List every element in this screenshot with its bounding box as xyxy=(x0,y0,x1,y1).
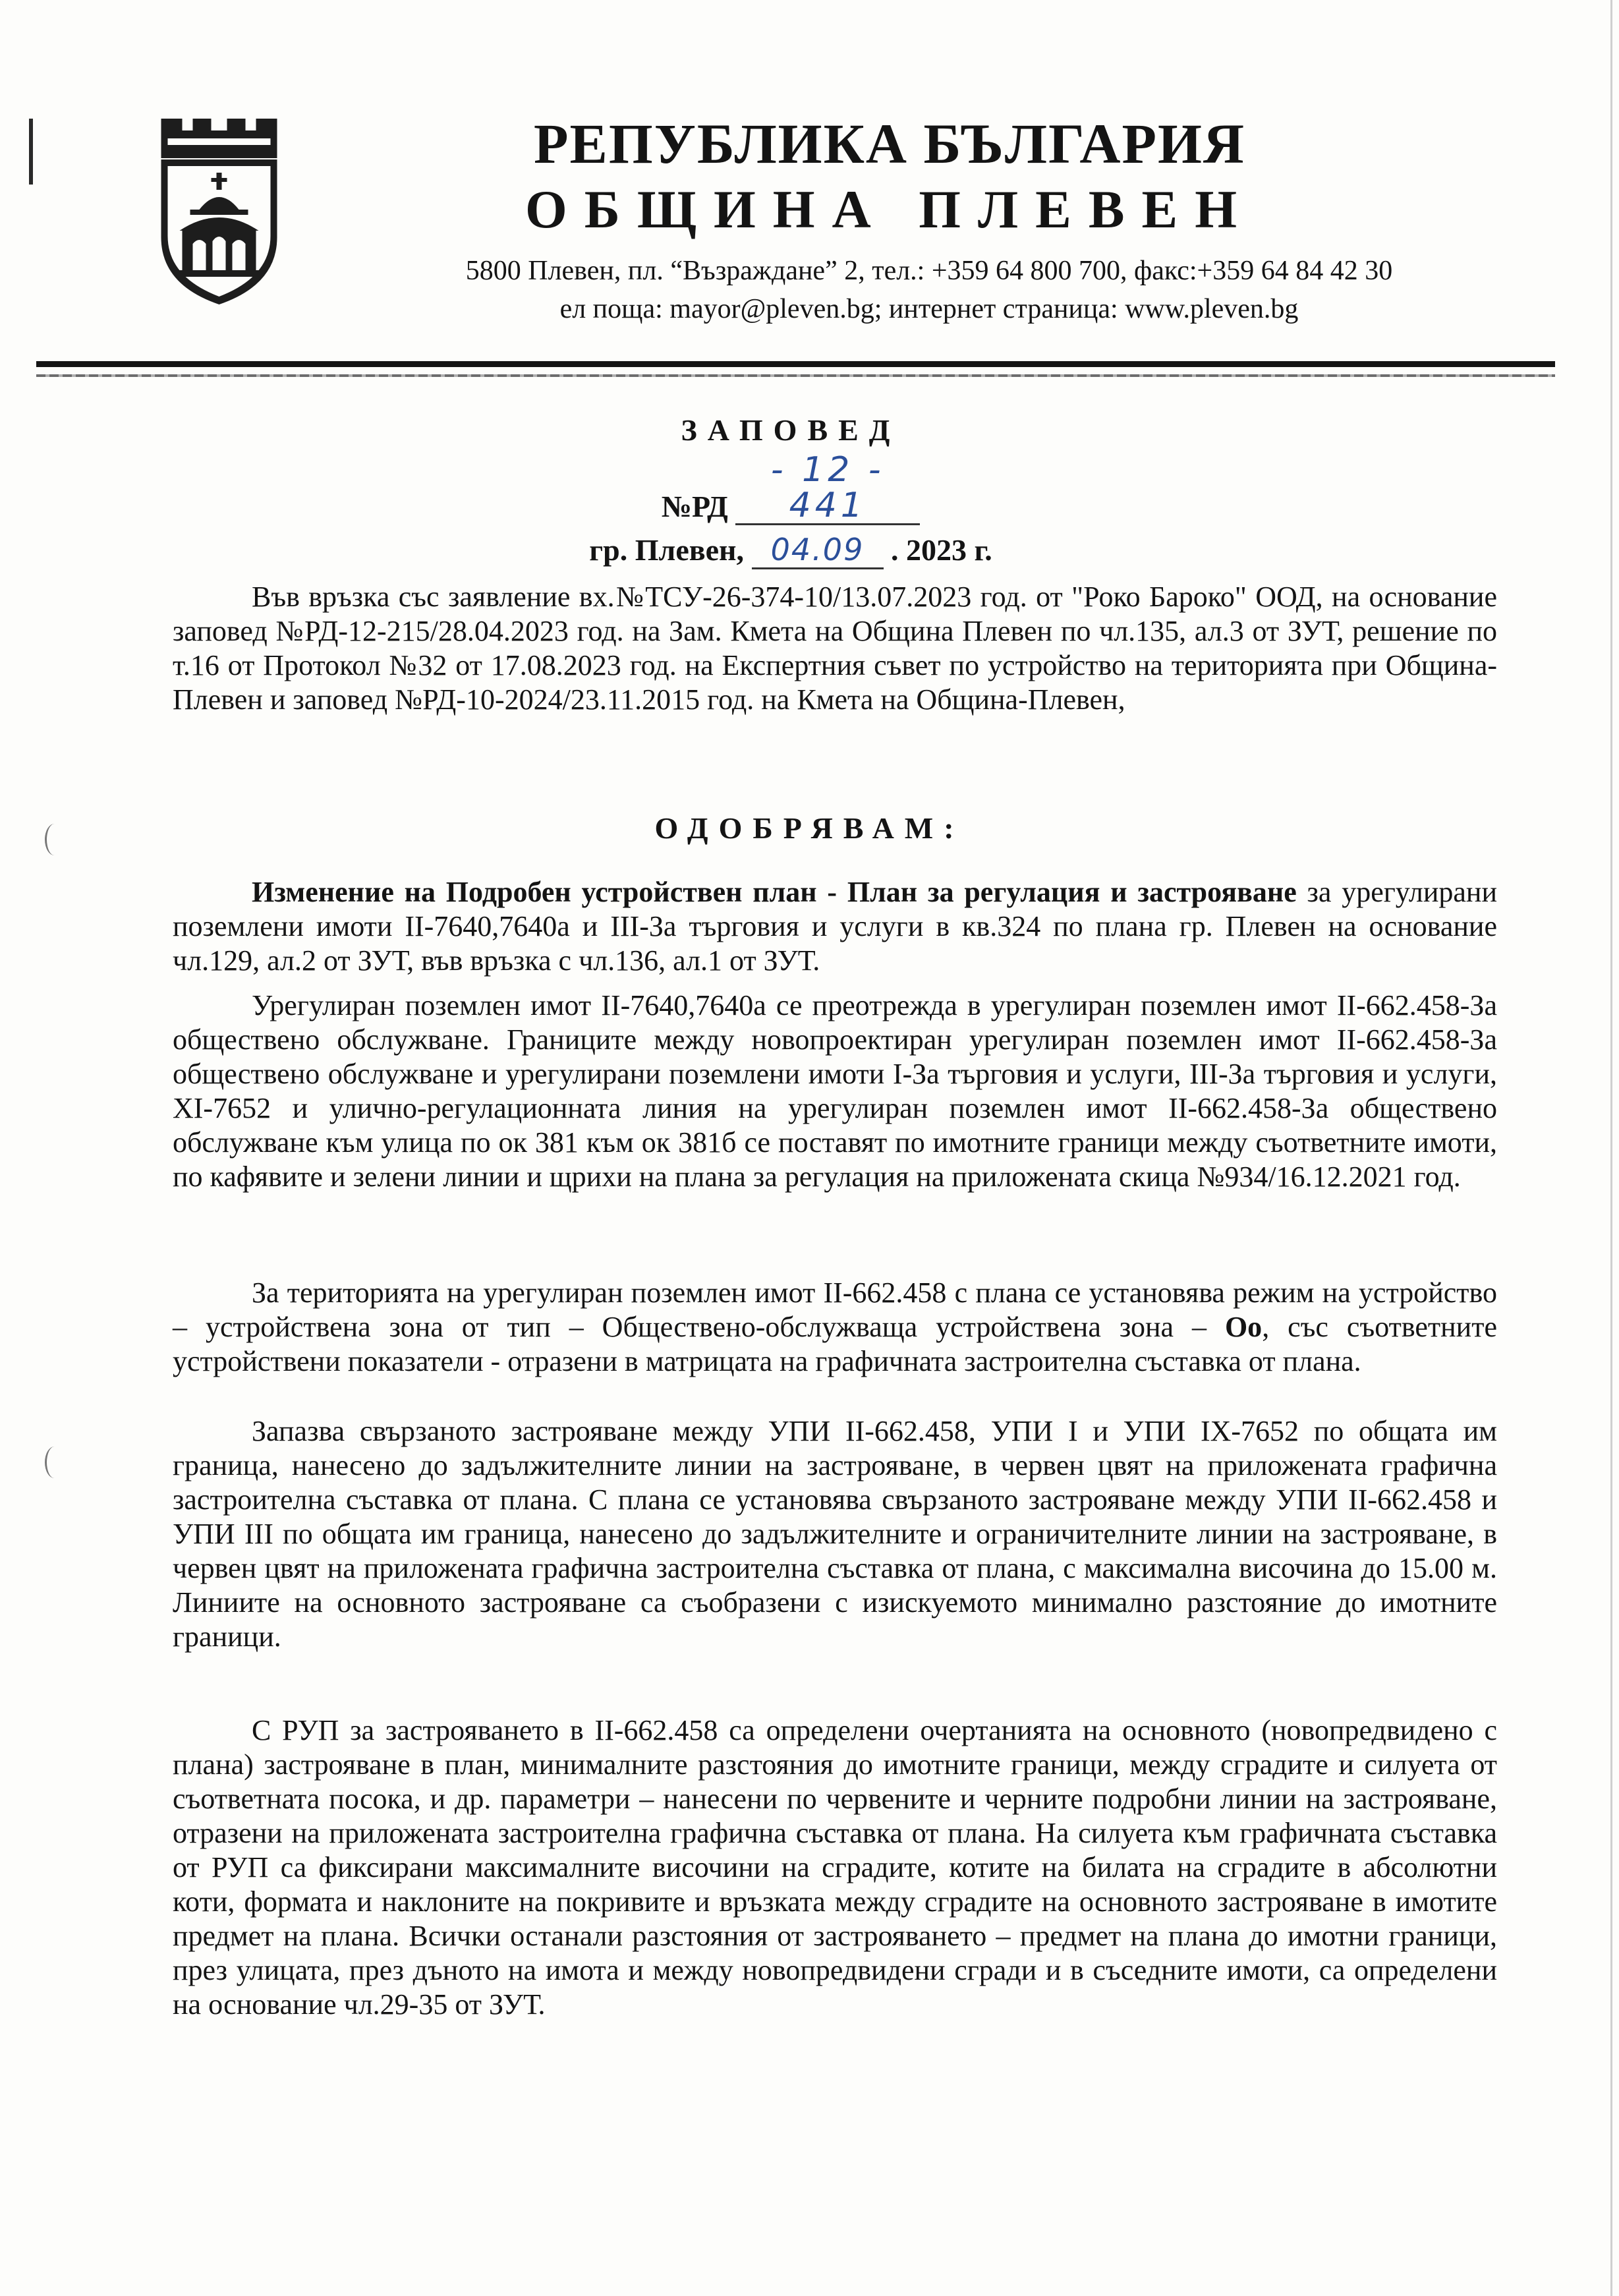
scan-edge-mark xyxy=(29,119,33,185)
body-paragraph-2: Урегулиран поземлен имот II-7640,7640а се преотрежда в урегулиран поземлен имот II-662.458-За обществено обслужване. Границите между новопроектиран урегулиран поземлен имот II-662.458-За обществено обслужване и урегулирани поземлени имоти I-За търговия и услуги, III-За търговия и услуги, XI-7652 и улично-регулационната линия на урегулиран поземлен имот II-662.458-За обществено обслужване към улица по ок 381 към ок 381б се поставят по имотните граници между съответните имоти, по кафявите и зелени линии и щрихи на плана за регулация на приложената скица №934/16.12.2021 год. xyxy=(173,989,1497,1193)
preamble-paragraph: Във връзка със заявление вх.№ТСУ-26-374-10/13.07.2023 год. от "Роко Бароко" ООД, на основание заповед №РД-12-215/28.04.2023 год. на Зам. Кмета на Община Плевен по чл.135, ал.3 от ЗУТ, решение по т.16 от Протокол №32 от 17.08.2023 год. на Експертния съвет по устройство на територията при Община-Плевен и заповед №РД-10-2024/23.11.2015 год. на Кмета на Община-Плевен, xyxy=(173,581,1497,716)
zone-code: Оо xyxy=(1224,1311,1263,1343)
order-city: гр. Плевен, xyxy=(589,533,745,567)
header-email-web: ел поща: mayor@pleven.bg; интернет страница: www.pleven.bg xyxy=(559,294,1299,324)
approve-heading: ОДОБРЯВАМ: xyxy=(654,811,965,845)
header-divider-thin xyxy=(36,374,1555,377)
pleven-coat-of-arms-icon xyxy=(152,112,287,310)
paragraph-3-text-b: , със съответните устройствени показатели - отразени в матрицата на графичната застроителна съставка от плана. xyxy=(173,1311,1497,1377)
order-date xyxy=(461,529,1120,572)
order-heading xyxy=(461,409,1120,572)
punch-hole-mark xyxy=(45,1447,64,1478)
order-title: ЗАПОВЕД xyxy=(681,413,901,447)
body-paragraph-3 xyxy=(173,1276,1497,1379)
handwritten-date: 04.09 xyxy=(752,532,884,569)
header-title: РЕПУБЛИКА БЪЛГАРИЯ xyxy=(533,112,1245,175)
paragraph-1-text: за урегулирани поземлени имоти II-7640,7640а и III-За търговия и услуги в кв.324 по плана гр. Плевен на основание чл.129, ал.2 от ЗУТ, във връзка с чл.136, ал.1 от ЗУТ. xyxy=(173,876,1497,977)
header-subtitle: ОБЩИНА ПЛЕВЕН xyxy=(525,179,1255,239)
order-number xyxy=(461,452,1120,529)
body-paragraph-1 xyxy=(173,875,1497,978)
scan-edge-line xyxy=(1610,0,1612,2296)
order-year: . 2023 г. xyxy=(891,533,992,567)
header-divider xyxy=(36,361,1555,367)
letterhead xyxy=(152,99,1502,349)
paragraph-3-text-a: За територията на урегулиран поземлен имот II-662.458 с плана се установява режим на устройство – устройствена зона от тип – Обществено-обслужваща устройствена зона – xyxy=(173,1277,1497,1343)
header-contact-block xyxy=(303,252,1555,328)
body-paragraph-4: Запазва свързаното застрояване между УПИ II-662.458, УПИ I и УПИ IX-7652 по общата им граница, нанесено до задължителните линии на застрояване, в червен цвят на приложената графична застроителна съставка от плана. С плана се установява свързаното застрояване между УПИ II-662.458 и УПИ III по общата им граница, нанесено до задължителните и ограничителните линии на застрояване, в червен цвят на приложената графична застроителна съставка от плана, с максимална височина до 15.00 м. Линиите на основното застрояване са съобразени с изискуемото минимално разстояние до имотните граници. xyxy=(173,1415,1497,1653)
order-number-prefix: №РД xyxy=(661,490,728,523)
handwritten-order-number: - 12 - 441 xyxy=(735,452,920,525)
paragraph-1-bold: Изменение на Подробен устройствен план - План за регулация и застрояване xyxy=(252,876,1297,908)
header-address: 5800 Плевен, пл. “Възраждане” 2, тел.: +359 64 800 700, факс:+359 64 84 42 30 xyxy=(465,256,1393,286)
body-paragraph-5: С РУП за застрояването в II-662.458 са определени очертанията на основното (новопредвидено с плана) застрояване в план, минималните разстояния до имотните граници, между сградите и силуета от съответната посока, и др. параметри – нанесени по червените и черните подробни линии на застрояване, отразени на приложената застроителна графична съставка от плана. На силуета към графичната съставка от РУП са фиксирани максималните височини на сградите, котите на билата на сградите в абсолютни коти, формата и наклоните на покривите и връзката между сградите на основното застрояване в имотите предмет на плана. Всички останали разстояния от застрояването – предмет на плана до имотни граници, през улицата, през дъното на имота и между новопредвидени сгради и в съседните имоти, са определени на основание чл.29-35 от ЗУТ. xyxy=(173,1714,1497,2021)
